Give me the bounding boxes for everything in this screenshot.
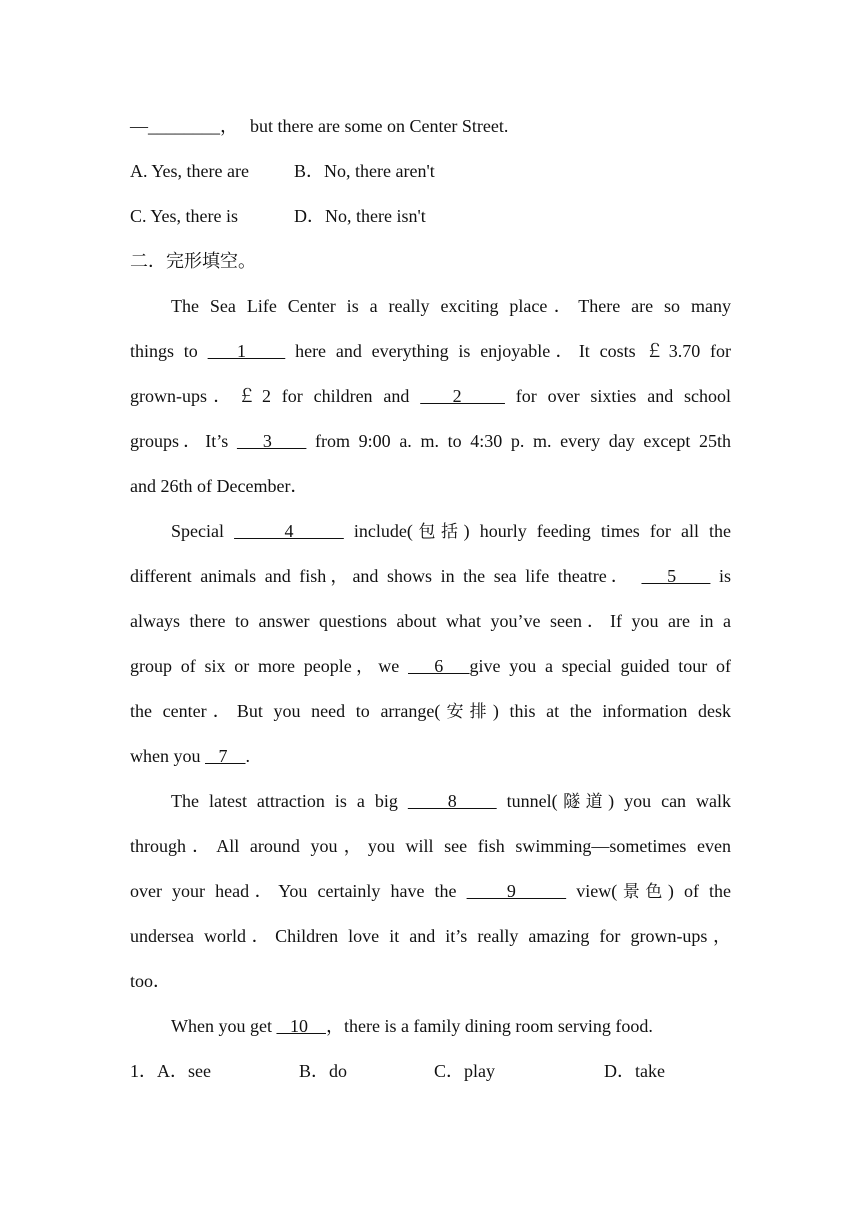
text: Special (171, 521, 224, 541)
comma: ， (220, 116, 238, 136)
blank-10: 10 (276, 1016, 326, 1036)
p3-line-2: through．All around you，you will see fish swimming—sometimes even (130, 836, 731, 856)
text: groups．It’s (130, 431, 229, 451)
p3-line-3 (130, 869, 731, 914)
chinese-gloss: 隧道 (557, 792, 609, 812)
p1-line-2 (130, 329, 731, 374)
text: When you get (171, 1016, 272, 1036)
p2-line-4 (130, 644, 731, 689)
blank-3: 3 (236, 431, 307, 451)
option-d: D．take (604, 1061, 665, 1081)
p2-line-5 (130, 689, 731, 734)
p3-line-4: undersea world．Children love it and it’s really amazing for grown-ups， (130, 926, 731, 946)
option-b: B．do (299, 1061, 348, 1081)
p2-line-6 (130, 734, 731, 779)
blank-2: 2 (420, 386, 505, 406)
text: from 9:00 a. m. to 4:30 p. m. every day except 25th (315, 431, 732, 451)
document-page (130, 104, 731, 1094)
p1-line-1: The Sea Life Center is a really exciting place．There are so many (171, 296, 731, 316)
p1-line-3 (130, 374, 731, 419)
p3-line-5: too． (130, 971, 172, 991)
text: ) you can walk (608, 791, 732, 811)
option-d: D．No, there isn't (294, 206, 426, 226)
text: include( (353, 521, 413, 541)
text: ，there is a family dining room serving food. (325, 1016, 653, 1036)
text: grown-ups．￡2 for children and (130, 386, 410, 406)
blank-7: 7 (205, 746, 246, 766)
text: things to (130, 341, 198, 361)
chinese-gloss: 景色 (617, 882, 668, 902)
question-number: 1． (130, 1061, 157, 1081)
chinese-gloss: 安排 (440, 702, 493, 722)
option-b: B．No, there aren't (294, 161, 435, 181)
p2-line-3: always there to answer questions about what you’ve seen．If you are in a (130, 611, 731, 631)
text: group of six or more people，we (130, 656, 400, 676)
option-c: C．play (434, 1061, 495, 1081)
text: for over sixties and school (515, 386, 732, 406)
text: over your head．You certainly have the (130, 881, 457, 901)
options-row-ab (130, 149, 731, 194)
section-title: 二．完形填空。 (130, 251, 256, 271)
p3-line-1 (130, 779, 731, 824)
answer-blank: ________ (148, 116, 220, 136)
text: different animals and fish，and shows in the sea life theatre． (130, 566, 633, 586)
p2-line-1 (130, 509, 731, 554)
question-1-options (130, 1049, 731, 1094)
blank-4: 4 (234, 521, 344, 541)
chinese-gloss: 包括 (412, 522, 464, 542)
option-a: A. Yes, there are (130, 161, 249, 181)
question-tail-text: but there are some on Center Street. (250, 116, 509, 136)
text: when you (130, 746, 201, 766)
text: is (719, 566, 732, 586)
p1-line-4 (130, 419, 731, 464)
p1-line-5: and 26th of December． (130, 476, 309, 496)
text: The latest attraction is a big (171, 791, 398, 811)
options-row-cd (130, 194, 731, 239)
blank-8: 8 (407, 791, 497, 811)
option-c: C. Yes, there is (130, 206, 239, 226)
text: ) of the (667, 881, 731, 901)
option-a: A．see (157, 1061, 211, 1081)
blank-6: 6 (408, 656, 470, 676)
blank-5: 5 (641, 566, 711, 586)
p2-line-2 (130, 554, 731, 599)
text: tunnel( (506, 791, 558, 811)
text: ) hourly feeding times for all the (463, 521, 732, 541)
blank-1: 1 (207, 341, 286, 361)
text: view( (576, 881, 618, 901)
text: give you a special guided tour of (469, 656, 732, 676)
text: ) this at the information desk (492, 701, 731, 721)
answer-dash: — (130, 116, 148, 136)
p4-line-1 (130, 1004, 731, 1049)
text: . (245, 746, 250, 766)
blank-9: 9 (466, 881, 567, 901)
text: the center．But you need to arrange( (130, 701, 441, 721)
text: here and everything is enjoyable．It costs ￡3.70 for (295, 341, 732, 361)
question-tail-line (130, 104, 731, 149)
